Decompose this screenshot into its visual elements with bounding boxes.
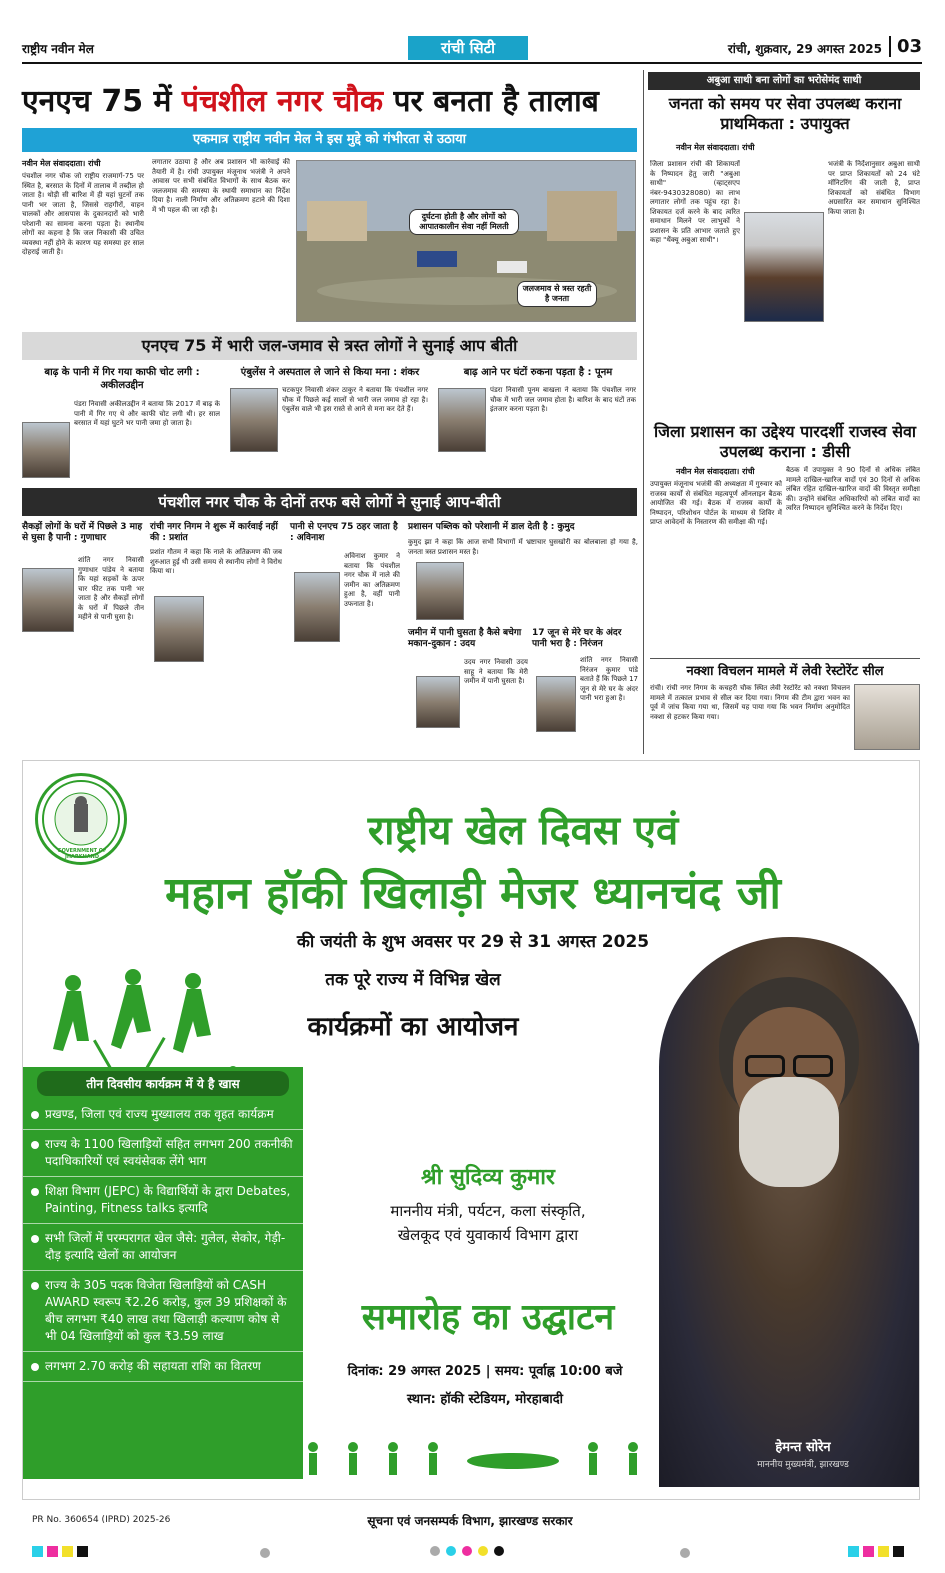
resident-portrait-2 [154, 596, 204, 662]
resident-item-4 [408, 522, 638, 622]
black-mark [77, 1546, 88, 1557]
minister-name: श्री सुदिव्य कुमार [421, 1165, 555, 1190]
residents-band: पंचशील नगर चौक के दोनों तरफ बसे लोगों ने सुनाई आप-बीती [22, 488, 637, 516]
cyan-mark [848, 1546, 859, 1557]
ad-list-item: सभी जिलों में परम्परागत खेल जैसे: गुलेल, सेकोर, गेड़ी-दौड़ इत्यादि खेलों का आयोजन [23, 1224, 303, 1271]
column-divider [643, 70, 644, 754]
resident-head-5: जमीन में पानी घुसता है कैसे बचेगा मकान-दुकान : उदय [408, 628, 522, 649]
govt-advertisement [22, 760, 920, 1500]
voices-band: एनएच 75 में भारी जल-जमाव से त्रस्त लोगों ने सुनाई आप बीती [22, 332, 637, 360]
minister-role-2: खेलकूद एवं युवाकार्य विभाग द्वारा [397, 1226, 579, 1244]
photo-callout-1: दुर्घटना होती है और लोगों को आपातकालीन सेवा नहीं मिलती [409, 209, 519, 235]
main-col-2: लगातार उठाया है और अब प्रशासन भी कार्रवाई की तैयारी में है। रांची उपायुक्त मंजूनाथ भजंत्री ने अपने आवास पर सभी संबंधित विभागों के साथ बैठक कर जलजमाव की समस्या के स्थायी समाधान का निर्देश दिया है। नाली निर्माण और अतिक्रमण हटाने की दिशा में भी पहल की जा रही है। [152, 158, 290, 214]
voice-item-3 [438, 366, 638, 482]
sidebar-byline-2: नवीन मेल संवाददाता। रांची [676, 467, 755, 476]
ad-list-item: लगभग 2.70 करोड़ की सहायता राशि का वितरण [23, 1352, 303, 1382]
resident-item-6 [532, 628, 638, 750]
cm-beard [739, 1077, 839, 1187]
sidebar-headline-1: जनता को समय पर सेवा उपलब्ध कराना प्राथमिकता : उपायुक्त [668, 94, 902, 133]
emblem-text: GOVERNMENT OF JHARKHAND [57, 848, 107, 860]
register-dot [260, 1548, 270, 1558]
voice-head-1: बाढ़ के पानी में गिर गया काफी चोट लगी : अकीलउद्दीन [44, 367, 200, 391]
magenta-dot [462, 1546, 472, 1556]
resident-text-5: उदय नगर निवासी उदय साहू ने बताया कि मेरी जमीन में पानी घुसता है। [464, 658, 528, 685]
minister-role-1: माननीय मंत्री, पर्यटन, कला संस्कृति, [390, 1202, 586, 1220]
govt-emblem [35, 773, 127, 865]
black-mark [893, 1546, 904, 1557]
yellow-mark [62, 1546, 73, 1557]
sidebar-text-1a: जिला प्रशासन रांची की शिकायतों के निष्पादन हेतु जारी "अबुआ साथी" (व्हाट्सएप नंबर-9430328080) का लाभ लगातार लोगों तक पहुंच रहा है। शिकायत दर्ज करने के बाद त्वरित समाधान मिलने पर लाभुकों ने प्रशासन के प्रति आभार जताते हुए कहा "थैंक्यू अबुआ साथी"। [650, 160, 740, 244]
resident-text-1: शांति नगर निवासी गुणाधार पांडेय ने बताया कि यहां सड़कों के ऊपर चार फीट तक पानी भर जाता है और सैकड़ों लोगों के घरों में पिछले तीन महीने से पानी घुसा है। [78, 556, 144, 621]
pr-number: PR No. 360654 (IPRD) 2025-26 [32, 1515, 171, 1525]
ad-title-1: राष्ट्रीय खेल दिवस एवं [367, 808, 679, 854]
ad-list-item: राज्य के 1100 खिलाड़ियों सहित लगभग 200 तकनीकी पदाधिकारियों एवं स्वयंसेवक लेंगे भाग [23, 1130, 303, 1177]
sports-silhouettes-icon [293, 1437, 653, 1481]
sidebar-restaurant-photo [854, 684, 920, 750]
sidebar-headline-2: जिला प्रशासन का उद्देश्य पारदर्शी राजस्व सेवा उपलब्ध कराना : डीसी [653, 422, 917, 461]
yellow-mark [878, 1546, 889, 1557]
voice-text-2: चटकपुर निवासी शंकर ठाकुर ने बताया कि पंचशील नगर चौक में पिछले कई सालों से भारी जल जमाव हो रहा है। एंबुलेंस वाले भी इस रास्ते से आने से मना कर देते हैं। [282, 386, 428, 413]
voice-item-1 [22, 366, 222, 482]
flood-photo [296, 160, 636, 322]
ad-list-head: तीन दिवसीय कार्यक्रम में ये है खास [37, 1071, 289, 1096]
resident-portrait-6 [536, 676, 576, 732]
sidebar-headline-3: नक्शा विचलन मामले में लेवी रेस्टोरेंट सील [686, 664, 884, 679]
ad-highlights-list [23, 1067, 303, 1479]
sidebar-text-2b: बैठक में उपायुक्त ने 90 दिनों से अधिक लंबित मामले दाखिल-खारिज वादों एवं 30 दिनों से अधिक लंबित रहित दाखिल-खारिज वादों की विस्तृत समीक्षा की। उन्होंने संबंधित अधिकारियों को लंबित वादों का त्वरित निष्पादन सुनिश्चित करने के निर्देश दिए। [786, 466, 920, 512]
cyan-dot [446, 1546, 456, 1556]
issue-date: रांची, शुक्रवार, 29 अगस्त 2025 [727, 42, 882, 56]
resident-portrait-1 [22, 568, 74, 632]
resident-head-3: पानी से एनएच 75 ठहर जाता है : अविनाश [290, 522, 398, 543]
event-venue: स्थान: हॉकी स्टेडियम, मोरहाबादी [406, 1392, 564, 1407]
voice-portrait-1 [22, 422, 70, 478]
register-dot [680, 1548, 690, 1558]
gray-dot [430, 1546, 440, 1556]
magenta-mark [863, 1546, 874, 1557]
cm-name: हेमन्त सोरेन [775, 1440, 831, 1455]
sidebar-dc-portrait [744, 212, 824, 322]
resident-portrait-3 [294, 572, 340, 642]
masthead [22, 36, 922, 64]
cyan-mark [32, 1546, 43, 1557]
voice-head-2: एंबुलेंस ने अस्पताल ले जाने से किया मना : शंकर [240, 367, 420, 378]
headline-part-3: पर बनता है तालाब [383, 84, 599, 119]
resident-text-2: प्रशांत गौतम ने कहा कि नाले के अतिक्रमण की जब शुरुआत हुई थी उसी समय से स्थानीय लोगों ने विरोध किया था। [150, 548, 282, 575]
color-registration-marks-left [32, 1546, 92, 1558]
resident-head-4: प्रशासन पब्लिक को परेशानी में डाल देती है : कुमुद [408, 522, 575, 532]
sidebar-text-3: रांची। रांची नगर निगम के कचहरी चौक स्थित लेवी रेस्टोरेंट को नक्शा विचलन मामले में तत्काल प्रभाव से सील कर दिया गया। निगम की टीम द्वारा भवन का पूर्व में जांच किया गया था, जिसमें यह पाया गया कि भवन निर्माण अनुमोदित नक्शा से हटकर किया गया। [650, 684, 850, 721]
page-number: 03 [889, 36, 922, 57]
voice-portrait-3 [438, 388, 486, 452]
resident-text-4: कुमुद झा ने कहा कि आज सभी विभागों में भ्रष्टाचार घुसखोरी का बोलबाला हो गया है, जनता त्रस्त प्रशासन मस्त है। [408, 538, 638, 556]
ad-footer: सूचना एवं जनसम्पर्क विभाग, झारखण्ड सरकार [367, 1514, 573, 1528]
ad-line-3: कार्यक्रमों का आयोजन [307, 1012, 519, 1042]
main-byline: नवीन मेल संवाददाता। रांची [22, 159, 101, 168]
resident-text-3: अविनाश कुमार ने बताया कि पंचशील नगर चौक में नाले की जमीन का अतिक्रमण हुआ है, वहीं पानी उफनाता है। [344, 552, 400, 608]
resident-text-6: शांति नगर निवासी निरंजन कुमार पांडे बताते हैं कि पिछले 17 जून से मेरे घर के अंदर पानी भरा हुआ है। [580, 656, 638, 702]
sidebar-text-2a: उपायुक्त मंजूनाथ भजंत्री की अध्यक्षता में गुरुवार को राजस्व कार्यों से संबंधित महत्वपूर्ण ऑनलाइन बैठक आयोजित की गई। बैठक में राजस्व कार्यों के निष्पादन, परिशोधन पोर्टल के माध्यम से शिविर में प्राप्त आवेदनों के निस्तारण की समीक्षा की गई। [650, 480, 782, 526]
section-name: रांची सिटी [408, 36, 528, 60]
glasses-icon [745, 1055, 785, 1077]
main-story-banner: एकमात्र राष्ट्रीय नवीन मेल ने इस मुद्दे को गंभीरता से उठाया [22, 128, 637, 152]
voice-item-2 [230, 366, 430, 482]
headline-part-red: पंचशील नगर चौक [181, 84, 384, 119]
event-title: समारोह का उद्घाटन [361, 1297, 615, 1338]
sidebar-text-1b: भजंत्री के निर्देशानुसार अबुआ साथी पर प्राप्त शिकायतों को 24 घंटे मॉनिटरिंग की जाती है, प्राप्त शिकायतों को संबंधित विभाग अग्रसारित कर समाधान सुनिश्चित किया जाता है। [828, 160, 920, 216]
glasses-icon [793, 1055, 833, 1077]
voice-head-3: बाढ़ आने पर घंटों रुकना पड़ता है : पूनम [463, 367, 613, 378]
ad-line-1: की जयंती के शुभ अवसर पर 29 से 31 अगस्त 2025 [296, 932, 650, 952]
resident-item-2 [150, 522, 282, 750]
resident-item-1 [22, 522, 144, 750]
ad-list-item: शिक्षा विभाग (JEPC) के विद्यार्थियों के द्वारा Debates, Painting, Fitness talks इत्यादि [23, 1177, 303, 1224]
resident-portrait-4 [416, 562, 464, 620]
resident-head-1: सैकड़ों लोगों के घरों में पिछले 3 माह से घुसा है पानी : गुणाधार [22, 522, 143, 543]
magenta-mark [47, 1546, 58, 1557]
ad-list-item: प्रखण्ड, जिला एवं राज्य मुख्यालय तक वृहत कार्यक्रम [23, 1100, 303, 1130]
ad-line-2: तक पूरे राज्य में विभिन्न खेल [325, 970, 501, 990]
sidebar-byline-1: नवीन मेल संवाददाता। रांची [676, 143, 755, 152]
main-col-1: पंचशील नगर चौक जो राष्ट्रीय राजमार्ग-75 पर स्थित है, बरसात के दिनों में तालाब में तब्दील हो जाता है। थोड़ी सी बारिश में ही यहां घुटनों तक पानी भर जाता है, जिससे राहगीरों, वाहन चालकों और आसपास के दुकानदारों को भारी परेशानी का सामना करना पड़ता है। स्थानीय लोगों का कहना है कि जल निकासी की उचित व्यवस्था नहीं होने के कारण यह समस्या हर साल दोहराई जाती है। [22, 172, 144, 256]
headline-part-1: एनएच 75 में [22, 84, 182, 119]
resident-item-3 [290, 522, 400, 750]
resident-item-5 [408, 628, 528, 750]
color-registration-dots [430, 1546, 520, 1558]
paper-name: राष्ट्रीय नवीन मेल [22, 42, 94, 56]
chief-minister-photo [659, 937, 920, 1487]
sidebar-tag: अबुआ साथी बना लोगों का भरोसेमंद साथी [648, 72, 920, 90]
ad-list-item: राज्य के 305 पदक विजेता खिलाड़ियों को CASH AWARD स्वरूप ₹2.26 करोड़, कुल 39 प्रशिक्षकों के बीच लगभग ₹40 लाख तथा खिलाड़ी कल्याण कोष से भी 04 खिलाड़ियों को कुल ₹3.59 लाख [23, 1271, 303, 1352]
voice-text-1: पंडरा निवासी अकीलउद्दीन ने बताया कि 2017 में बाढ़ के पानी में गिर गए थे और काफी चोट लगी थी। हर साल बरसात में यहां घुटने भर पानी जमा हो जाता है। [74, 400, 220, 427]
resident-head-2: रांची नगर निगम ने शुरू में कार्रवाई नहीं की : प्रशांत [150, 522, 278, 543]
black-dot [494, 1546, 504, 1556]
photo-callout-2: जलजमाव से त्रस्त रहती है जनता [517, 281, 597, 307]
main-headline [22, 84, 642, 120]
resident-head-6: 17 जून से मेरे घर के अंदर पानी भरा है : निरंजन [532, 628, 622, 649]
event-datetime: दिनांक: 29 अगस्त 2025 | समय: पूर्वाह्न 10:00 बजे [347, 1364, 623, 1379]
voice-text-3: पंडरा निवासी पूनम बाखला ने बताया कि पंचशील नगर चौक में भारी जल जमाव होता है। बारिश के बाद घंटों तक इंतजार करना पड़ता है। [490, 386, 636, 413]
voice-portrait-2 [230, 388, 278, 452]
color-registration-marks-right [848, 1546, 918, 1558]
ad-title-2: महान हॉकी खिलाड़ी मेजर ध्यानचंद जी [165, 868, 781, 919]
sidebar-rule [650, 658, 920, 659]
cm-title: माननीय मुख्यमंत्री, झारखण्ड [757, 1460, 849, 1470]
yellow-dot [478, 1546, 488, 1556]
resident-portrait-5 [416, 676, 460, 728]
